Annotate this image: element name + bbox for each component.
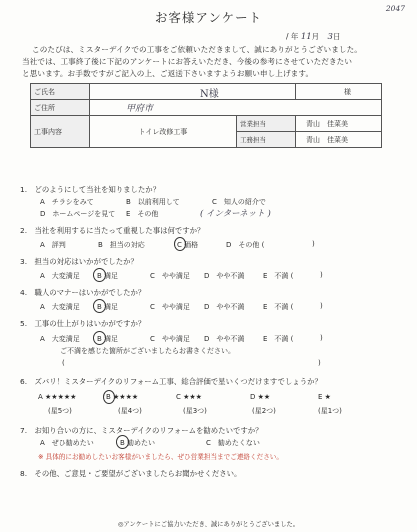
sales-value: 青山 佳菜美 <box>296 116 382 132</box>
q4-question: 4. 職人のマナーはいかがでしたか？ <box>20 288 146 297</box>
q1-question: 1. どのようにして当社を知りましたか？ <box>20 185 161 194</box>
q2-option-a[interactable]: A 評判 <box>40 241 66 249</box>
q1-option-e[interactable]: E その他 <box>126 210 159 218</box>
q7-option-b[interactable]: B 勧めたい <box>120 439 156 447</box>
address-value: 甲府市 <box>90 100 382 116</box>
date-line <box>286 31 340 42</box>
q1-other-answer: ( インターネット ) <box>200 209 271 219</box>
q1-option-b[interactable]: B 以前利用して <box>126 198 180 206</box>
q2-question: 2. 当社を利用するに当たって重視した事は何ですか？ <box>20 226 205 235</box>
date-day: 3 <box>327 32 333 42</box>
q6-option-e[interactable]: E ★ <box>318 393 331 401</box>
q7-selected-mark <box>116 435 129 449</box>
q3-option-d[interactable]: D やや不満 <box>204 272 245 280</box>
q4-option-a[interactable]: A 大変満足 <box>40 303 80 311</box>
q6-option-a[interactable]: A ★★★★★ <box>38 393 77 401</box>
address-label: ご住所 <box>31 100 90 116</box>
date-day-label: 日 <box>332 32 341 41</box>
q7-question: 7. お知り合いの方に、ミスターデイクのリフォームを勧めたいですか？ <box>20 426 263 435</box>
q6-count-a: (星5つ) <box>48 407 72 415</box>
construction-label: 工務担当 <box>237 132 296 148</box>
page-title: お客様アンケート <box>154 10 263 25</box>
q6-count-b: (星4つ) <box>118 407 142 415</box>
q2-selected-mark <box>174 237 186 251</box>
q5-option-a[interactable]: A 大変満足 <box>40 335 80 343</box>
date-month-label: 月 <box>311 32 320 41</box>
date-month: 11 <box>300 32 312 42</box>
document-number: 2047 <box>385 4 405 13</box>
q6-count-d: (星2つ) <box>252 407 276 415</box>
q3-close-paren: ) <box>320 271 323 279</box>
q5-open-paren: ( <box>62 359 65 367</box>
q5-selected-mark <box>93 331 106 345</box>
q5-option-c[interactable]: C やや満足 <box>150 335 190 343</box>
q3-option-b[interactable]: B 満足 <box>97 272 119 280</box>
q5-question: 5. 工事の仕上がりはいかがですか？ <box>20 319 146 328</box>
q6-count-c: (星3つ) <box>183 407 207 415</box>
q6-option-c[interactable]: C ★★★ <box>176 393 202 401</box>
name-value: N様 <box>200 89 219 100</box>
q8-question: 8. その他、ご意見・ご要望がございましたらお聞かせください。 <box>20 469 242 478</box>
q4-option-e[interactable]: E 不満 ( <box>263 303 294 311</box>
name-suffix: 様 <box>296 84 382 100</box>
q4-option-c[interactable]: C やや満足 <box>150 303 190 311</box>
work-value: トイレ改修工事 <box>90 116 237 148</box>
q7-note: ※ 具体的にお勧めしたいお客様がいましたら、ぜひ営業担当までご連絡ください。 <box>38 453 283 461</box>
q5-close-paren: ) <box>320 334 323 342</box>
q6-question: 6. ズバリ！ミスターデイクのリフォーム工事、総合評価で星いくつだけますでしょうか？ <box>20 377 322 386</box>
q1-option-a[interactable]: A チラシをみて <box>40 198 94 206</box>
q6-option-b[interactable]: B ★★★★ <box>106 393 139 401</box>
q2-option-c[interactable]: C 価格 <box>177 241 199 249</box>
q6-option-d[interactable]: D ★★ <box>250 393 271 401</box>
q7-option-c[interactable]: C 勧めたくない <box>206 439 260 447</box>
q6-selected-mark <box>103 390 115 404</box>
q1-option-c[interactable]: C 知人の紹介で <box>212 198 266 206</box>
date-year-label: 年 <box>290 32 299 41</box>
intro-line-1: このたびは、ミスターデイクでの工事をご依頼いただきまして、誠にありがとうございました。 <box>32 45 362 54</box>
name-label: ご氏名 <box>31 84 90 100</box>
q3-question: 3. 担当の対応はいかがでしたか？ <box>20 257 138 266</box>
q5-option-e[interactable]: E 不満 ( <box>263 335 294 343</box>
q4-option-d[interactable]: D やや不満 <box>204 303 245 311</box>
work-label: 工事内容 <box>31 116 90 148</box>
q5-option-b[interactable]: B 満足 <box>97 335 119 343</box>
name-cell <box>90 84 296 100</box>
date-slash: / <box>286 32 289 41</box>
q3-option-c[interactable]: C やや満足 <box>150 272 190 280</box>
q7-option-a[interactable]: A ぜひ勧めたい <box>40 439 94 447</box>
q5-close-paren-2: ) <box>318 359 321 367</box>
construction-value: 青山 佳菜美 <box>296 132 382 148</box>
sales-label: 営業担当 <box>237 116 296 132</box>
q3-option-a[interactable]: A 大変満足 <box>40 272 80 280</box>
q4-option-b[interactable]: B 満足 <box>97 303 119 311</box>
q6-count-e: (星1つ) <box>318 407 342 415</box>
q3-selected-mark <box>93 268 106 282</box>
customer-info-table <box>30 83 382 148</box>
q4-selected-mark <box>93 299 106 313</box>
q2-close-paren: ) <box>312 240 315 248</box>
q5-note: ご不満を感じた箇所がございましたらお書きください。 <box>60 347 235 355</box>
intro-line-2: 当社では、工事終了後に下記のアンケートにお答えいただき、今後の参考にさせていただきたい <box>22 57 353 66</box>
q4-close-paren: ) <box>320 302 323 310</box>
q1-option-d[interactable]: D ホームページを見て <box>40 210 116 218</box>
footer-note: ◎アンケートにご協力いただき、誠にありがとうございました。 <box>117 521 300 528</box>
q2-option-d[interactable]: D その他 ( <box>226 241 265 249</box>
intro-line-3: と思います。お手数ですがご記入の上、ご返送下さいますようお願い申し上げます。 <box>22 69 314 78</box>
q3-option-e[interactable]: E 不満 ( <box>263 272 294 280</box>
q2-option-b[interactable]: B 担当の対応 <box>98 241 145 249</box>
q5-option-d[interactable]: D やや不満 <box>204 335 245 343</box>
